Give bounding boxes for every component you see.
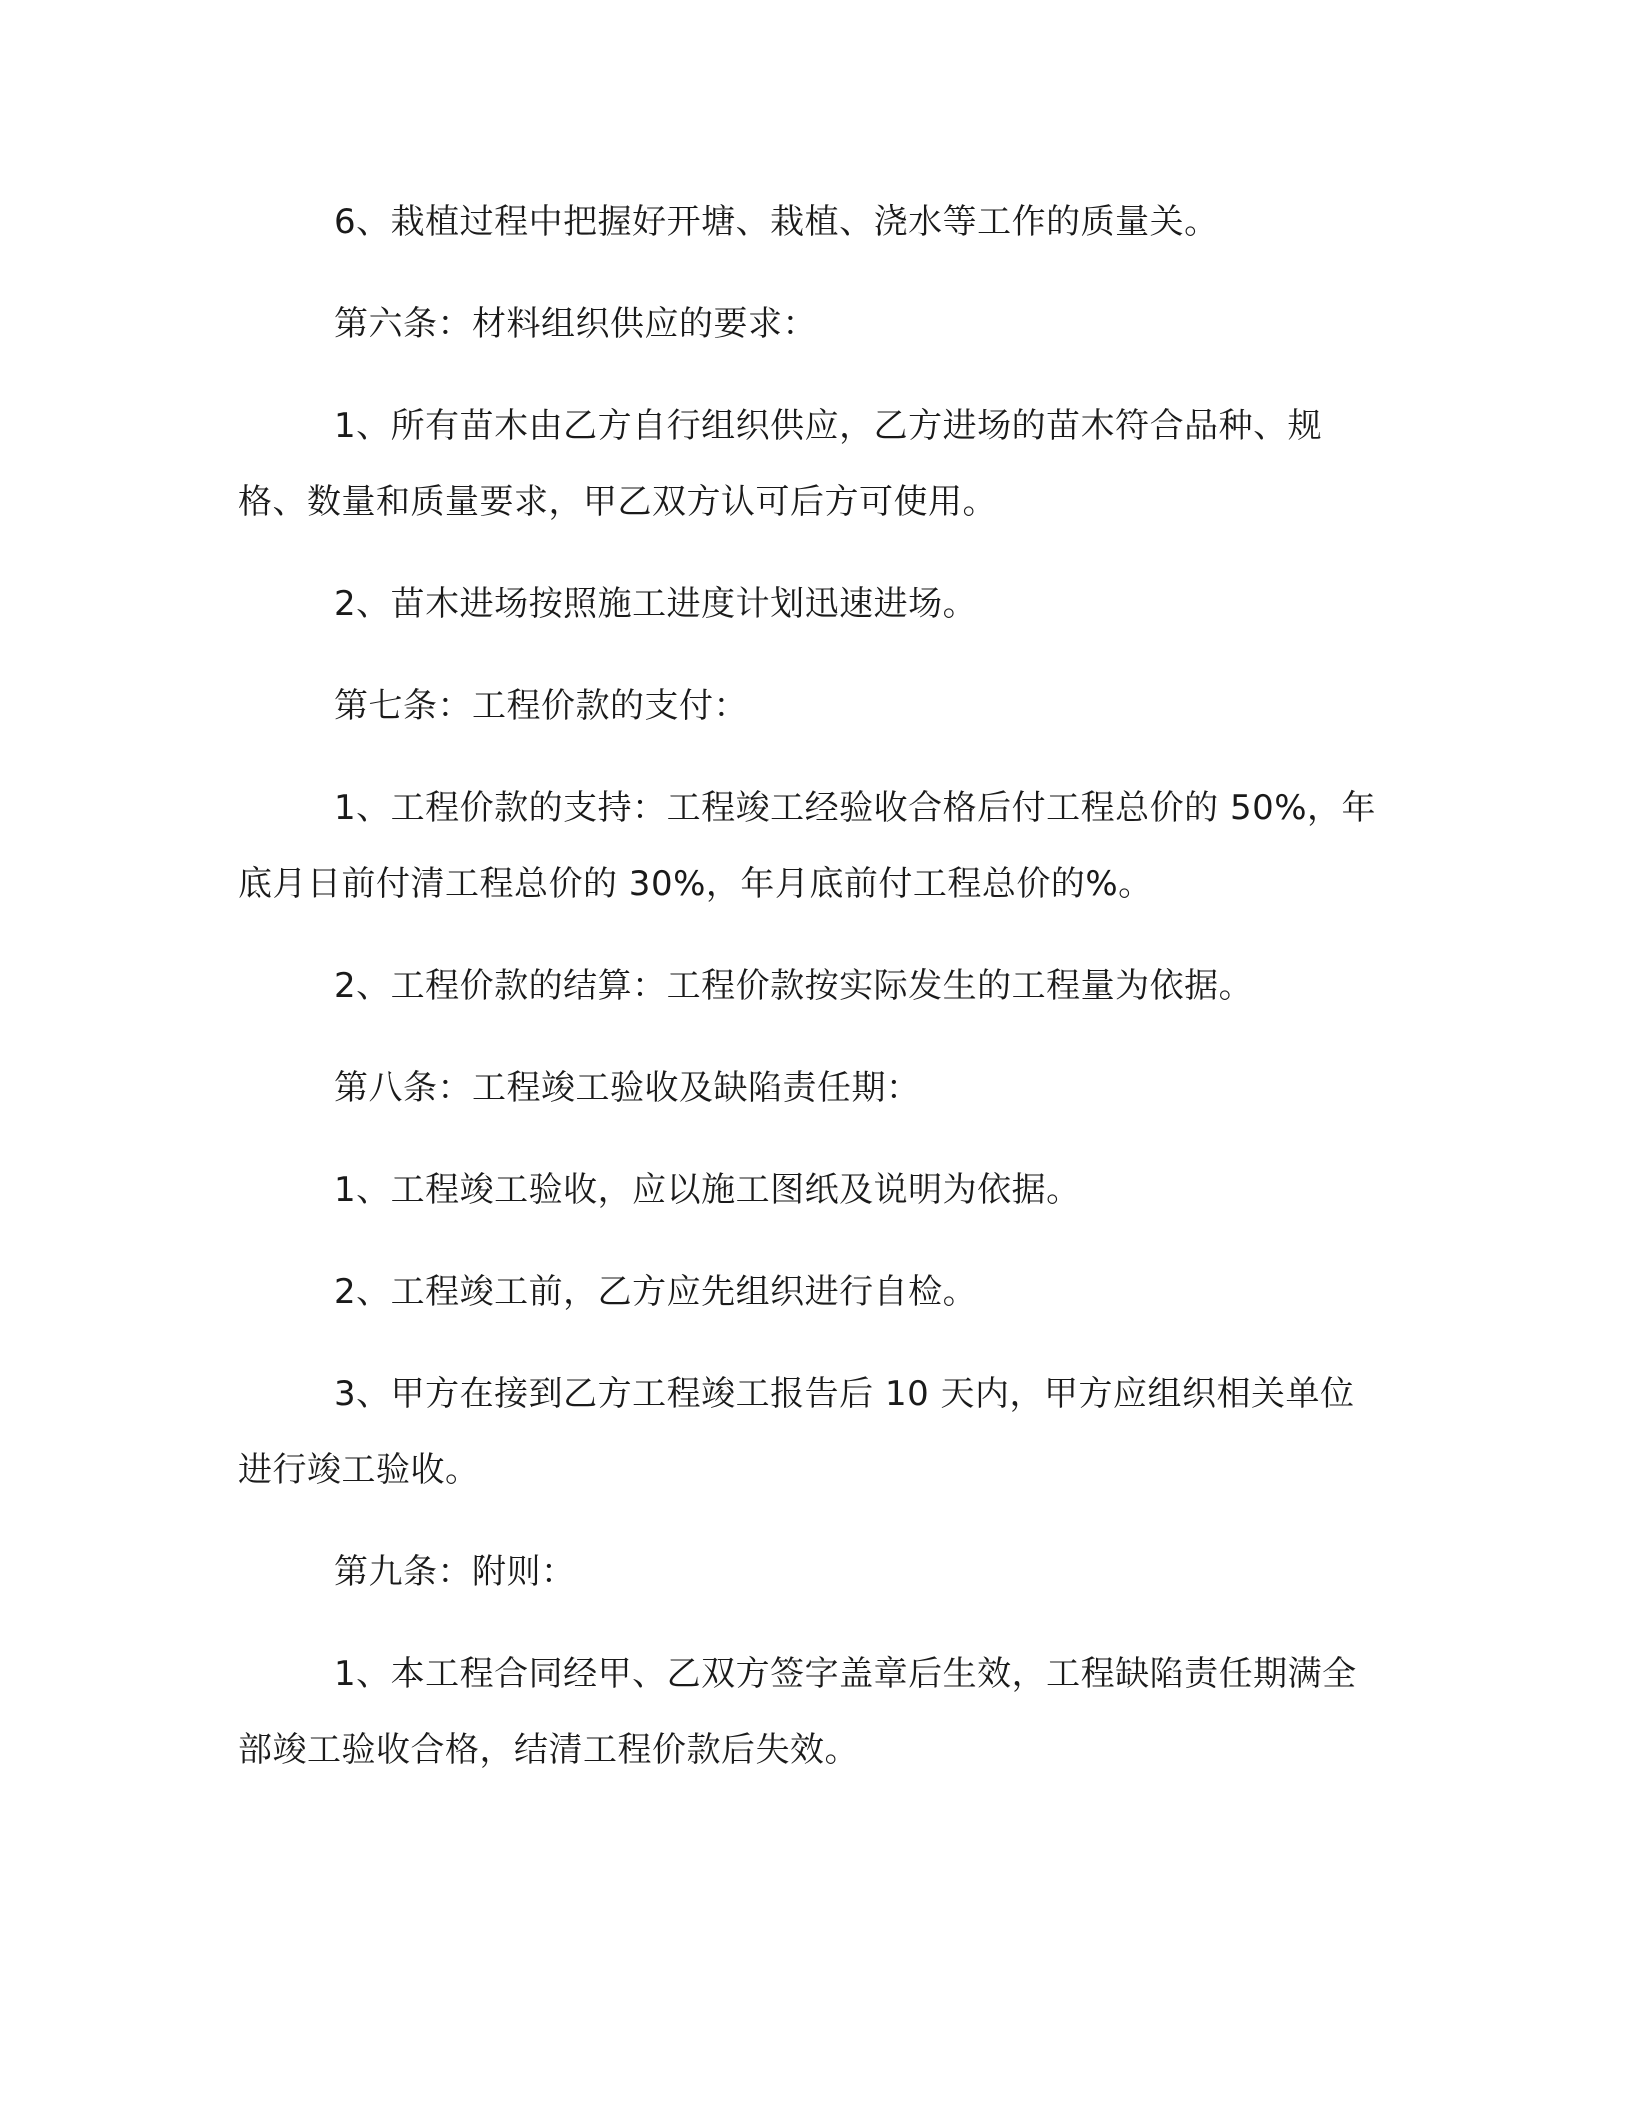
paragraph-item-6: 6、栽植过程中把握好开塘、栽植、浇水等工作的质量关。 [334,202,1219,242]
article-9-heading: 第九条：附则： [334,1552,576,1592]
article-9-item-1: 1、本工程合同经甲、乙双方签字盖章后生效，工程缺陷责任期满全部竣工验收合格，结清工程价款后失效。 [238,1654,1357,1770]
article-7-heading: 第七条：工程价款的支付： [334,686,748,726]
article-7-item-2: 2、工程价款的结算：工程价款按实际发生的工程量为依据。 [334,966,1254,1006]
article-8-item-3: 3、甲方在接到乙方工程竣工报告后 10 天内，甲方应组织相关单位进行竣工验收。 [238,1374,1355,1490]
article-6-item-2: 2、苗木进场按照施工进度计划迅速进场。 [334,584,978,624]
article-8-item-1: 1、工程竣工验收，应以施工图纸及说明为依据。 [334,1170,1081,1210]
document-body [238,192,1388,1822]
article-8-item-2: 2、工程竣工前，乙方应先组织进行自检。 [334,1272,978,1312]
article-6-item-1: 1、所有苗木由乙方自行组织供应，乙方进场的苗木符合品种、规格、数量和质量要求，甲乙双方认可后方可使用。 [238,406,1323,522]
article-6-heading: 第六条：材料组织供应的要求： [334,304,817,344]
article-8-heading: 第八条：工程竣工验收及缺陷责任期： [334,1068,921,1108]
article-7-item-1: 1、工程价款的支持：工程竣工经验收合格后付工程总价的 50%，年底月日前付清工程总价的 30%，年月底前付工程总价的%。 [238,788,1377,904]
